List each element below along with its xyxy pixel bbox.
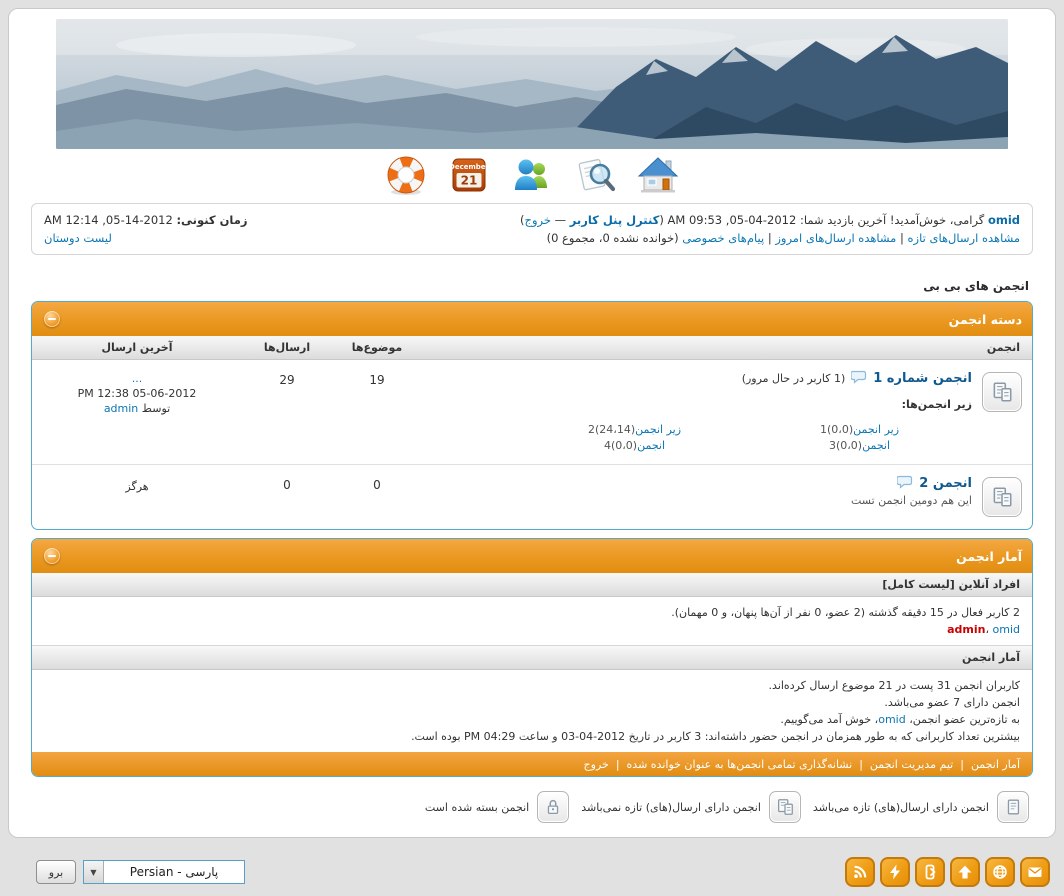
- last-post-cell: هرگز: [125, 480, 149, 493]
- calendar-month: December: [449, 163, 489, 171]
- newest-member-link[interactable]: omid: [878, 713, 906, 726]
- new-posts-icon: [997, 791, 1029, 823]
- stats-posts-line: کاربران انجمن 31 پست در 21 موضوع ارسال کرده‌اند.: [768, 679, 1020, 692]
- stats-title: آمار انجمن: [956, 548, 1022, 564]
- posts-count: 29: [279, 373, 295, 387]
- online-user-admin[interactable]: admin: [947, 623, 986, 636]
- forum-status-icon: [982, 477, 1022, 517]
- welcome-text: omid گرامی، خوش‌آمدید! آخرین بازدید شما: 2012-04-05, 09:53 AM (کنترل پنل کاربر — خروج) مشاهده ارسال‌های تازه | مشاهده ارسال‌های امروز | پیام‌های خصوصی (خوانده نشده 0، مجموع 0): [520, 213, 1020, 245]
- help-icon[interactable]: [384, 153, 428, 197]
- language-value: پارسی - Persian: [129, 865, 219, 879]
- subforums-label: زیر انجمن‌ها:: [901, 398, 972, 411]
- stats-table: [31, 538, 1033, 777]
- view-todays-posts-link[interactable]: مشاهده ارسال‌های امروز: [775, 231, 897, 245]
- members-icon[interactable]: [510, 153, 554, 197]
- pm-counts: (خوانده نشده 0، مجموع 0): [546, 231, 683, 245]
- select-arrow-icon[interactable]: ▼: [84, 861, 104, 883]
- column-headers: [32, 336, 1032, 360]
- username-link[interactable]: omid: [987, 213, 1020, 227]
- collapse-icon[interactable]: [44, 548, 60, 564]
- stats-footer: آمار انجمن | تیم مدیریت انجمن | نشانه‌گذاری تمامی انجمن‌ها به عنوان خوانده شده | خروج: [32, 752, 1032, 776]
- stats-newest-line: به تازه‌ترین عضو انجمن، omid، خوش آمد می‌گوییم.: [780, 713, 1020, 726]
- logout-link[interactable]: خروج: [524, 213, 551, 227]
- contact-email-button[interactable]: [1020, 857, 1050, 887]
- category-title: دسته انجمن: [948, 311, 1022, 327]
- online-body: [32, 597, 1032, 645]
- back-to-top-button[interactable]: [950, 857, 980, 887]
- col-topics: موضوع‌ها: [351, 341, 403, 354]
- posts-count: 0: [283, 478, 291, 492]
- forum-link[interactable]: انجمن شماره 1: [873, 371, 972, 386]
- footer-bar: [8, 850, 1056, 894]
- website-globe-button[interactable]: [985, 857, 1015, 887]
- topics-count: 0: [373, 478, 381, 492]
- welcome-panel: [31, 203, 1033, 255]
- legend-forum-locked: انجمن بسته شده است: [425, 791, 569, 823]
- subforum-link[interactable]: زیر انجمن: [635, 423, 682, 436]
- online-summary: 2 کاربر فعال در 15 دقیقه گذشته (2 عضو، 0 نفر از آن‌ها پنهان، و 0 مهمان).: [671, 606, 1020, 619]
- go-button[interactable]: برو: [36, 860, 76, 884]
- board-stats-body: [32, 670, 1032, 752]
- current-time-value: 2012-14-05, 12:14 AM: [44, 213, 177, 227]
- collapse-icon[interactable]: [44, 311, 60, 327]
- rss-button[interactable]: [845, 857, 875, 887]
- language-switcher: [36, 860, 245, 884]
- stats-members-line: انجمن دارای 7 عضو می‌باشد.: [884, 696, 1020, 709]
- online-header: افراد آنلاین [لیست کامل]: [32, 573, 1032, 597]
- header-banner-image[interactable]: [56, 19, 1008, 149]
- private-messages-link[interactable]: پیام‌های خصوصی: [682, 231, 765, 245]
- header-nav: [9, 149, 1055, 201]
- topics-count: 19: [369, 373, 385, 387]
- col-forum: انجمن: [986, 341, 1020, 354]
- greeting-text: گرامی، خوش‌آمدید! آخرین بازدید شما: 2012-04-05, 09:53 AM (: [659, 213, 988, 227]
- users-viewing: (1 کاربر در حال مرور): [741, 372, 846, 385]
- legend-no-new-posts: انجمن دارای ارسال(های) تازه نمی‌باشد: [581, 791, 801, 823]
- online-users: admin، omid: [947, 623, 1020, 636]
- mountain-photo: [56, 19, 1008, 149]
- forum-page: [8, 8, 1056, 838]
- mobile-mode-button[interactable]: [915, 857, 945, 887]
- col-lastpost: آخرین ارسال: [101, 341, 173, 354]
- forum-row: [32, 464, 1032, 529]
- stats-most-online-line: بیشترین تعداد کاربرانی که به طور همزمان در انجمن حضور داشته‌اند: 3 کاربر در تاریخ 2012-04-03 و ساعت 04:29 PM بوده است.: [411, 730, 1020, 743]
- subforum-list: زیر انجمن1(0،0) زیر انجمن2(24،14) انجمن3(0،0) انجمن4(0،0): [587, 423, 900, 452]
- forums-table: [31, 301, 1033, 530]
- calendar-icon[interactable]: [447, 153, 491, 197]
- view-new-posts-link[interactable]: مشاهده ارسال‌های تازه: [907, 231, 1020, 245]
- time-panel: [44, 211, 247, 247]
- last-post-link[interactable]: ...: [131, 372, 143, 385]
- forum-team-link[interactable]: تیم مدیریت انجمن: [869, 757, 954, 771]
- forum-row: [32, 360, 1032, 464]
- home-icon[interactable]: [636, 153, 680, 197]
- usercp-link[interactable]: کنترل پنل کاربر: [569, 213, 660, 227]
- buddy-list-link[interactable]: لیست دوستان: [44, 231, 112, 245]
- footer-buttons: [845, 857, 1050, 887]
- board-title: انجمن های بی بی: [923, 279, 1029, 293]
- legend-new-posts: انجمن دارای ارسال(های) تازه می‌باشد: [813, 791, 1029, 823]
- subforum-link[interactable]: زیر انجمن: [853, 423, 900, 436]
- category-header: [32, 302, 1032, 336]
- stats-header: [32, 539, 1032, 573]
- current-time-label: زمان کنونی:: [176, 213, 248, 227]
- language-select[interactable]: [83, 860, 245, 884]
- balloon-icon: [897, 475, 913, 489]
- forum-locked-icon: [537, 791, 569, 823]
- mark-all-read-link[interactable]: نشانه‌گذاری تمامی انجمن‌ها به عنوان خوانده شده: [626, 757, 853, 771]
- forum-description: این هم دومین انجمن تست: [850, 494, 972, 507]
- forum-legend: [35, 791, 1029, 823]
- subforum-link[interactable]: انجمن: [637, 439, 666, 452]
- forum-status-icon: [982, 372, 1022, 412]
- subforum-link[interactable]: انجمن: [862, 439, 891, 452]
- balloon-icon: [851, 370, 867, 384]
- online-user-omid[interactable]: omid: [992, 623, 1020, 636]
- last-post-date: 05-06-2012 12:38 PM: [77, 387, 197, 400]
- lightning-button[interactable]: [880, 857, 910, 887]
- logout-link[interactable]: خروج: [583, 757, 609, 771]
- calendar-day: 21: [460, 173, 478, 188]
- forum-link[interactable]: انجمن 2: [919, 476, 972, 491]
- forum-statistics-link[interactable]: آمار انجمن: [970, 757, 1020, 771]
- last-post-cell: ... 05-06-2012 12:38 PM توسط admin: [32, 360, 242, 464]
- board-stats-header: آمار انجمن: [32, 645, 1032, 670]
- last-post-author[interactable]: admin: [103, 402, 139, 415]
- no-new-posts-icon: [769, 791, 801, 823]
- search-icon[interactable]: [573, 153, 617, 197]
- col-posts: ارسال‌ها: [263, 341, 311, 354]
